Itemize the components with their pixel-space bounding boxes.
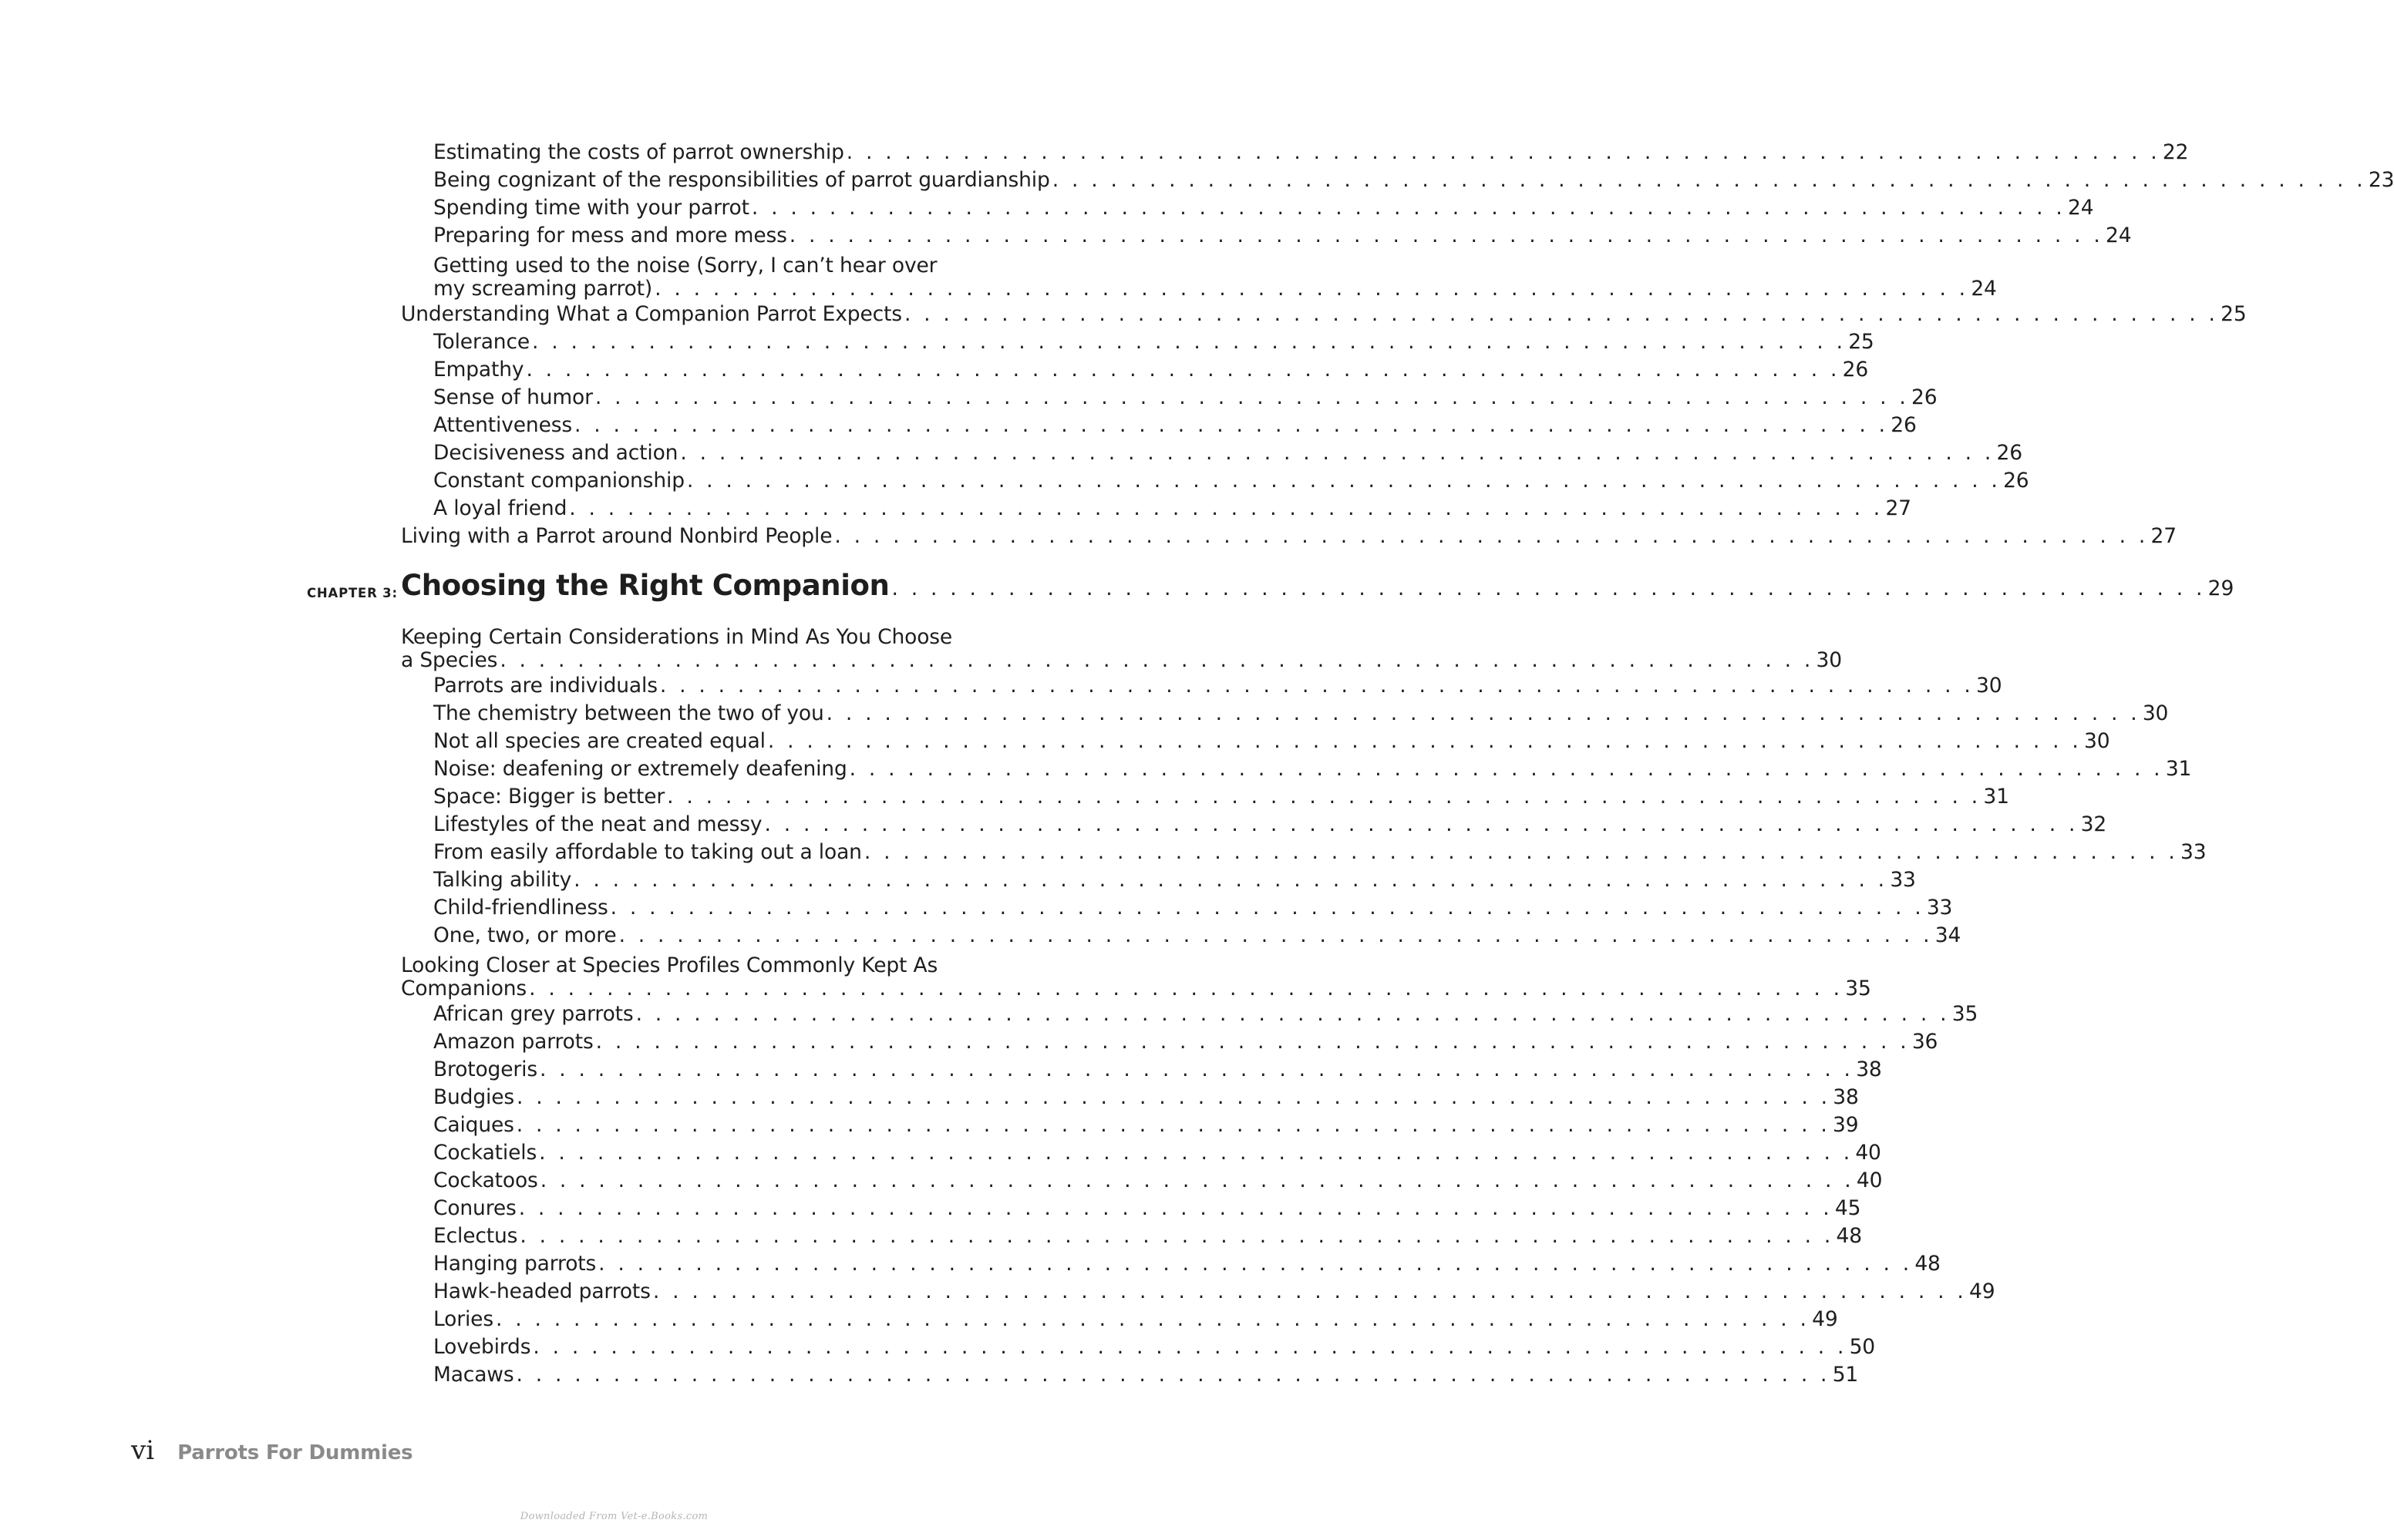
toc-entry	[401, 783, 2009, 811]
toc-entry	[401, 384, 1938, 412]
toc-page-number: 30	[2084, 729, 2110, 753]
chapter-title-line	[401, 569, 2234, 602]
toc-page-number: 34	[1934, 923, 1961, 947]
leader-dots: . . . . . . . . . . . . . . . . . . . . . . . . . . . . . . . . . . . . . . . . . . . . . . . . . . . . . . . . . . . . . . . . . . . .	[849, 757, 2163, 781]
toc-entry-text: Lovebirds	[433, 1335, 531, 1359]
toc-entry-text: The chemistry between the two of you	[433, 701, 824, 725]
toc-entry-text: Tolerance	[433, 330, 530, 354]
toc-entry-line	[433, 1361, 1859, 1389]
toc-page-number: 36	[1911, 1030, 1938, 1054]
toc-entry-line	[433, 356, 1869, 384]
leader-dots: . . . . . . . . . . . . . . . . . . . . . . . . . . . . . . . . . . . . . . . . . . . . . . . . . . . . . . . . . . . . . . . . . . . .	[686, 469, 2002, 493]
toc-entry-text: Amazon parrots	[433, 1030, 594, 1054]
toc-entry	[401, 1139, 1881, 1167]
leader-dots: . . . . . . . . . . . . . . . . . . . . . . . . . . . . . . . . . . . . . . . . . . . . . . . . . . . . . . . . . . . . . . . . . . . .	[680, 441, 1995, 465]
toc-entry-text: Spending time with your parrot	[433, 196, 749, 220]
toc-list-chapter3	[401, 621, 2207, 1389]
toc-entry	[401, 1195, 1861, 1222]
chapter-title: Choosing the Right Companion	[401, 569, 890, 602]
toc-entry-line	[433, 672, 2002, 700]
toc-page-number: 38	[1856, 1057, 1882, 1081]
toc-entry-line	[433, 839, 2207, 866]
watermark: Downloaded From Vet-e.Books.com	[520, 1511, 709, 1522]
toc-entry-text: Understanding What a Companion Parrot Expects	[401, 302, 902, 326]
toc-page-number: 27	[2150, 524, 2177, 548]
toc-entry-text: Child-friendliness	[433, 896, 608, 920]
toc-page-number: 31	[1983, 785, 2009, 809]
toc-entry	[401, 166, 2394, 194]
toc-entry	[401, 1056, 1882, 1084]
toc-entry-line	[433, 222, 2132, 250]
toc-entry-text: Talking ability	[433, 868, 572, 892]
toc-page-number: 24	[1971, 277, 1997, 301]
toc-entry	[401, 222, 2132, 250]
toc-page-number: 30	[1816, 648, 1842, 672]
toc-entry-text: From easily affordable to taking out a loan	[433, 840, 862, 864]
toc-entry	[401, 811, 2107, 839]
leader-dots: . . . . . . . . . . . . . . . . . . . . . . . . . . . . . . . . . . . . . . . . . . . . . . . . . . . . . . . . . . . . . . . . . . . .	[652, 1279, 1968, 1303]
toc-entry-text: a Species	[401, 648, 498, 672]
toc-page-number: 38	[1833, 1085, 1859, 1109]
toc-page-number: 48	[1836, 1224, 1862, 1248]
toc-entry-line	[401, 301, 2247, 328]
toc-entry-text: Attentiveness	[433, 413, 573, 437]
toc-entry	[401, 467, 2029, 495]
toc-entry-text: Lories	[433, 1307, 493, 1331]
toc-entry	[401, 1000, 1978, 1028]
leader-dots: . . . . . . . . . . . . . . . . . . . . . . . . . . . . . . . . . . . . . . . . . . . . . . . . . . . . . . . . . . . . . . . . . . . .	[569, 496, 1884, 520]
toc-entry-text: my screaming parrot)	[433, 277, 653, 301]
toc-entry	[401, 1333, 1875, 1361]
toc-entry	[401, 250, 1997, 301]
toc-entry-text-line1: Keeping Certain Considerations in Mind As You Choose	[401, 625, 953, 649]
toc-entry-text: Decisiveness and action	[433, 441, 678, 465]
toc-entry	[401, 1361, 1859, 1389]
toc-page-number: 51	[1832, 1363, 1859, 1387]
toc-entry-line	[433, 811, 2107, 839]
toc-entry-text: Sense of humor	[433, 385, 593, 409]
toc-page-number: 35	[1845, 977, 1871, 1000]
leader-dots: . . . . . . . . . . . . . . . . . . . . . . . . . . . . . . . . . . . . . . . . . . . . . . . . . . . . . . . . . . . . . . . . . . . .	[516, 1363, 1830, 1387]
toc-entry	[401, 1111, 1859, 1139]
toc-entry-line	[433, 1222, 1862, 1250]
toc-entry-line	[433, 1306, 1838, 1333]
toc-page-number: 26	[1911, 385, 1938, 409]
toc-entry-text: Parrots are individuals	[433, 674, 658, 698]
leader-dots: . . . . . . . . . . . . . . . . . . . . . . . . . . . . . . . . . . . . . . . . . . . . . . . . . . . . . . . . . . . . . . . . . . . .	[540, 1057, 1854, 1081]
toc-page-number: 24	[2105, 224, 2132, 247]
toc-entry-line	[433, 1056, 1882, 1084]
toc-entry-line	[433, 1000, 1978, 1028]
running-book-title: Parrots For Dummies	[177, 1441, 413, 1464]
toc-entry-line	[433, 1195, 1861, 1222]
toc-page-number: 48	[1914, 1252, 1941, 1276]
toc-entry-text: Estimating the costs of parrot ownership	[433, 140, 844, 164]
toc-entry	[401, 866, 1916, 894]
toc-page-number: 33	[1926, 896, 1953, 920]
toc-page-number: 23	[2368, 168, 2394, 192]
leader-dots: . . . . . . . . . . . . . . . . . . . . . . . . . . . . . . . . . . . . . . . . . . . . . . . . . . . . . . . . . . . . . . . . . . . .	[834, 524, 2149, 548]
toc-entry-text-line1: Looking Closer at Species Profiles Commonly Kept As	[401, 953, 938, 977]
toc-entry-text: Macaws	[433, 1363, 514, 1387]
toc-entry-line	[433, 1028, 1938, 1056]
leader-dots: . . . . . . . . . . . . . . . . . . . . . . . . . . . . . . . . . . . . . . . . . . . . . . . . . . . . . . . . . . . . . . . . . . . .	[520, 1224, 1834, 1248]
leader-dots: . . . . . . . . . . . . . . . . . . . . . . . . . . . . . . . . . . . . . . . . . . . . . . . . . . . . . . . . . . . . . . . . . . . .	[518, 1196, 1833, 1220]
leader-dots: . . . . . . . . . . . . . . . . . . . . . . . . . . . . . . . . . . . . . . . . . . . . . . . . . . . . . . . . . . . . . . . . . . . .	[864, 840, 2179, 864]
toc-entry	[401, 922, 1961, 950]
toc-entry-text: Conures	[433, 1196, 517, 1220]
toc-entry-text: Hawk-headed parrots	[433, 1279, 651, 1303]
toc-entry-line	[433, 783, 2009, 811]
chapter-page-number: 29	[2207, 577, 2234, 600]
toc-page-number: 26	[1891, 413, 1917, 437]
toc-page-number: 45	[1834, 1196, 1861, 1220]
leader-dots: . . . . . . . . . . . . . . . . . . . . . . . . . . . . . . . . . . . . . . . . . . . . . . . . . . . . . . . . . . . . . . . . . . . .	[764, 812, 2079, 836]
toc-entry-text: Brotogeris	[433, 1057, 537, 1081]
toc-entry-line	[433, 1167, 1883, 1195]
toc-page-number: 50	[1849, 1335, 1875, 1359]
toc-entry-line	[433, 894, 1953, 922]
leader-dots: . . . . . . . . . . . . . . . . . . . . . . . . . . . . . . . . . . . . . . . . . . . . . . . . . . . . . . . . . . . . . . . . . . . .	[532, 330, 1847, 354]
toc-entry-line	[433, 1139, 1881, 1167]
toc-entry	[401, 439, 2022, 467]
toc-entry	[401, 194, 2094, 222]
toc-page-number: 30	[1976, 674, 2002, 698]
toc-entry	[401, 1222, 1862, 1250]
toc-page-number: 32	[2080, 812, 2107, 836]
toc-entry-line	[433, 467, 2029, 495]
toc-entry	[401, 1028, 1938, 1056]
toc-entry	[401, 700, 2169, 728]
leader-dots: . . . . . . . . . . . . . . . . . . . . . . . . . . . . . . . . . . . . . . . . . . . . . . . . . . . . . . . . . . . . . . . . . . . .	[500, 648, 1814, 672]
leader-dots: . . . . . . . . . . . . . . . . . . . . . . . . . . . . . . . . . . . . . . . . . . . . . . . . . . . . . . . . . . . . . . . . . . . .	[826, 701, 2140, 725]
toc-entry-text: Cockatoos	[433, 1168, 538, 1192]
toc-entry-text: Cockatiels	[433, 1141, 537, 1165]
toc-entry	[401, 755, 2192, 783]
toc-entry-line	[433, 1111, 1859, 1139]
toc-entry	[401, 1167, 1883, 1195]
leader-dots: . . . . . . . . . . . . . . . . . . . . . . . . . . . . . . . . . . . . . . . . . . . . . . . . . . . . . . . . . . . . . . . . . . . .	[495, 1307, 1810, 1331]
leader-dots: . . . . . . . . . . . . . . . . . . . . . . . . . . . . . . . . . . . . . . . . . . . . . . . . . . . . . . . . . . . . . . . . . . . .	[598, 1252, 1913, 1276]
leader-dots: . . . . . . . . . . . . . . . . . . . . . . . . . . . . . . . . . . . . . . . . . . . . . . . . . . . . . . . . . . . . . . . . . . . .	[667, 785, 1982, 809]
toc-entry	[401, 728, 2110, 755]
toc-entry-text: African grey parrots	[433, 1002, 634, 1026]
toc-entry	[401, 301, 2247, 328]
toc-entry-line	[433, 277, 1997, 301]
leader-dots: . . . . . . . . . . . . . . . . . . . . . . . . . . . . . . . . . . . . . . . . . . . . . . . . . . . . . . . . . . . . . . . . . . . .	[529, 977, 1843, 1000]
toc-entry-text: Caiques	[433, 1113, 514, 1137]
toc-entry	[401, 839, 2207, 866]
toc-entry	[401, 412, 1917, 439]
toc-page-number: 26	[2003, 469, 2029, 493]
toc-entry	[401, 328, 1874, 356]
leader-dots: . . . . . . . . . . . . . . . . . . . . . . . . . . . . . . . . . . . . . . . . . . . . . . . . . . . . . . . . . . . . . . . . . . . .	[526, 358, 1840, 382]
toc-list-top	[401, 139, 2394, 550]
leader-dots: . . . . . . . . . . . . . . . . . . . . . . . . . . . . . . . . . . . . . . . . . . . . . . . . . . . . . . . . . . . . . . . . . . . .	[655, 277, 1969, 301]
leader-dots: . . . . . . . . . . . . . . . . . . . . . . . . . . . . . . . . . . . . . . . . . . . . . . . . . . . . . . . . . . . . . . . . . . . .	[635, 1002, 1950, 1026]
toc-entry	[401, 894, 1953, 922]
toc-entry-text: Companions	[401, 977, 527, 1000]
chapter-heading	[307, 569, 2234, 612]
toc-entry-line	[433, 412, 1917, 439]
toc-entry	[401, 672, 2002, 700]
leader-dots: . . . . . . . . . . . . . . . . . . . . . . . . . . . . . . . . . . . . . . . . . . . . . . . . . . . . . . . . . . . . . . . . . . . .	[767, 729, 2083, 753]
toc-page-number: 49	[1812, 1307, 1838, 1331]
leader-dots: . . . . . . . . . . . . . . . . . . . . . . . . . . . . . . . . . . . . . . . . . . . . . . . . . . . . . . . . . . . . . . . . . . . .	[1052, 168, 2366, 192]
toc-page-number: 39	[1832, 1113, 1859, 1137]
toc-entry-line	[433, 194, 2094, 222]
leader-dots: . . . . . . . . . . . . . . . . . . . . . . . . . . . . . . . . . . . . . . . . . . . . . . . . . . . . . . . . . . . . . . . . . . . .	[516, 1113, 1830, 1137]
toc-entry	[401, 1278, 1995, 1306]
toc-entry-text: Space: Bigger is better	[433, 785, 665, 809]
toc-entry	[401, 495, 1911, 523]
toc-page-number: 22	[2162, 140, 2189, 164]
toc-entry-text: Hanging parrots	[433, 1252, 597, 1276]
toc-entry-line	[433, 1084, 1859, 1111]
leader-dots: . . . . . . . . . . . . . . . . . . . . . . . . . . . . . . . . . . . . . . . . . . . . . . . . . . . . . . . . . . . . . . . . . . . .	[846, 140, 2160, 164]
toc-entry	[401, 1250, 1941, 1278]
toc-page-number: 40	[1856, 1168, 1883, 1192]
toc-entry-line	[433, 139, 2189, 166]
toc-page-number: 35	[1951, 1002, 1978, 1026]
leader-dots: . . . . . . . . . . . . . . . . . . . . . . . . . . . . . . . . . . . . . . . . . . . . . . . . . . . . . . . . . . . . . . . . . . . .	[891, 577, 2206, 600]
toc-entry-line	[433, 728, 2110, 755]
leader-dots: . . . . . . . . . . . . . . . . . . . . . . . . . . . . . . . . . . . . . . . . . . . . . . . . . . . . . . . . . . . . . . . . . . . .	[574, 868, 1888, 892]
toc-page-number: 33	[2180, 840, 2207, 864]
toc-entry-text: Noise: deafening or extremely deafening	[433, 757, 847, 781]
leader-dots: . . . . . . . . . . . . . . . . . . . . . . . . . . . . . . . . . . . . . . . . . . . . . . . . . . . . . . . . . . . . . . . . . . . .	[594, 385, 1910, 409]
toc-entry-text: Constant companionship	[433, 469, 685, 493]
toc-entry-text: Not all species are created equal	[433, 729, 766, 753]
toc-page-number: 25	[1848, 330, 1874, 354]
toc-entry-line	[433, 1278, 1995, 1306]
toc-page-number: 33	[1890, 868, 1916, 892]
leader-dots: . . . . . . . . . . . . . . . . . . . . . . . . . . . . . . . . . . . . . . . . . . . . . . . . . . . . . . . . . . . . . . . . . . . .	[517, 1085, 1831, 1109]
leader-dots: . . . . . . . . . . . . . . . . . . . . . . . . . . . . . . . . . . . . . . . . . . . . . . . . . . . . . . . . . . . . . . . . . . . .	[904, 302, 2219, 326]
toc-entry-text: Lifestyles of the neat and messy	[433, 812, 763, 836]
toc-entry	[401, 621, 1842, 672]
toc-entry-line	[433, 922, 1961, 950]
toc-page-number: 31	[2165, 757, 2192, 781]
toc-entry-line	[401, 523, 2177, 550]
toc-entry-text: One, two, or more	[433, 923, 617, 947]
toc-entry-text: A loyal friend	[433, 496, 567, 520]
toc-entry-line	[433, 439, 2022, 467]
leader-dots: . . . . . . . . . . . . . . . . . . . . . . . . . . . . . . . . . . . . . . . . . . . . . . . . . . . . . . . . . . . . . . . . . . . .	[595, 1030, 1910, 1054]
toc-page-number: 25	[2221, 302, 2247, 326]
leader-dots: . . . . . . . . . . . . . . . . . . . . . . . . . . . . . . . . . . . . . . . . . . . . . . . . . . . . . . . . . . . . . . . . . . . .	[610, 896, 1924, 920]
toc-entry-line	[433, 384, 1938, 412]
toc-entry-line	[433, 1250, 1941, 1278]
toc-entry-text: Eclectus	[433, 1224, 518, 1248]
leader-dots: . . . . . . . . . . . . . . . . . . . . . . . . . . . . . . . . . . . . . . . . . . . . . . . . . . . . . . . . . . . . . . . . . . . .	[618, 923, 1933, 947]
page-folio: vi	[131, 1435, 155, 1466]
leader-dots: . . . . . . . . . . . . . . . . . . . . . . . . . . . . . . . . . . . . . . . . . . . . . . . . . . . . . . . . . . . . . . . . . . . .	[574, 413, 1889, 437]
toc-entry-line	[433, 166, 2394, 194]
toc-entry	[401, 1084, 1859, 1111]
toc-entry-line	[401, 648, 1842, 672]
toc-entry-line	[433, 1333, 1875, 1361]
leader-dots: . . . . . . . . . . . . . . . . . . . . . . . . . . . . . . . . . . . . . . . . . . . . . . . . . . . . . . . . . . . . . . . . . . . .	[751, 196, 2066, 220]
toc-page-number: 26	[1996, 441, 2022, 465]
toc-entry-text: Budgies	[433, 1085, 515, 1109]
toc-entry	[401, 139, 2189, 166]
toc-page-number: 30	[2142, 701, 2169, 725]
toc-page-number: 27	[1885, 496, 1911, 520]
toc-entry-text: Preparing for mess and more mess	[433, 224, 787, 247]
toc-entry-line	[433, 328, 1874, 356]
toc-entry	[401, 1306, 1838, 1333]
toc-entry-line	[433, 866, 1916, 894]
leader-dots: . . . . . . . . . . . . . . . . . . . . . . . . . . . . . . . . . . . . . . . . . . . . . . . . . . . . . . . . . . . . . . . . . . . .	[533, 1335, 1847, 1359]
chapter-label: CHAPTER 3:	[307, 586, 398, 600]
toc-page-number: 49	[1969, 1279, 1995, 1303]
toc-entry	[401, 356, 1869, 384]
toc-page-number: 40	[1855, 1141, 1881, 1165]
toc-entry-line	[433, 700, 2169, 728]
leader-dots: . . . . . . . . . . . . . . . . . . . . . . . . . . . . . . . . . . . . . . . . . . . . . . . . . . . . . . . . . . . . . . . . . . . .	[539, 1141, 1854, 1165]
leader-dots: . . . . . . . . . . . . . . . . . . . . . . . . . . . . . . . . . . . . . . . . . . . . . . . . . . . . . . . . . . . . . . . . . . . .	[540, 1168, 1854, 1192]
toc-page-number: 26	[1842, 358, 1869, 382]
toc-entry	[401, 523, 2177, 550]
toc-entry-text: Being cognizant of the responsibilities of parrot guardianship	[433, 168, 1050, 192]
leader-dots: . . . . . . . . . . . . . . . . . . . . . . . . . . . . . . . . . . . . . . . . . . . . . . . . . . . . . . . . . . . . . . . . . . . .	[659, 674, 1975, 698]
toc-entry	[401, 950, 1871, 1000]
toc-entry-text: Living with a Parrot around Nonbird People	[401, 524, 833, 548]
leader-dots: . . . . . . . . . . . . . . . . . . . . . . . . . . . . . . . . . . . . . . . . . . . . . . . . . . . . . . . . . . . . . . . . . . . .	[789, 224, 2103, 247]
toc-entry-text: Empathy	[433, 358, 524, 382]
toc-entry-line	[433, 495, 1911, 523]
toc-entry-line	[433, 755, 2192, 783]
toc-page-number: 24	[2068, 196, 2094, 220]
page-footer	[131, 1435, 412, 1466]
toc-entry-line	[401, 977, 1871, 1000]
toc-entry-text-line1: Getting used to the noise (Sorry, I can’t hear over	[433, 254, 938, 277]
